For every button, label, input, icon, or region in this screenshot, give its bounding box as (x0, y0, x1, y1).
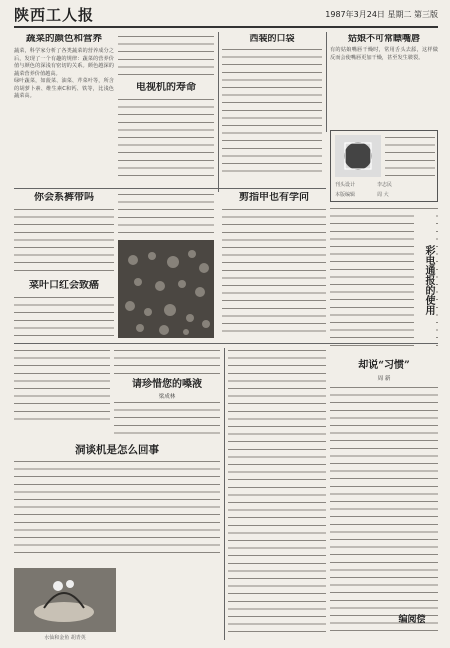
section-graphic-title: 编阅偿 (398, 615, 426, 625)
photo-image-icon (118, 240, 214, 338)
article-color-tv-headline: 彩电通报的使用 (414, 210, 436, 350)
column-divider (218, 32, 219, 192)
headline: 剪指甲也有学问 (239, 192, 309, 203)
article-lip-licking (330, 34, 438, 124)
article-body: 蔬菜，科学家分析了各类蔬菜的营养成分之后，发现了一个有趣的规律：蔬菜的营养价值与颜色的深浅有密切的关系。颜色越深的蔬菜营养价值越高。 (14, 47, 114, 77)
narcissus-goldfish-photo (14, 568, 116, 632)
article-body (114, 400, 220, 440)
article-habit (330, 348, 438, 638)
article-body (118, 97, 214, 177)
article-body (14, 459, 220, 559)
column-header-graphic-icon (335, 135, 381, 177)
headline: 你会系裤带吗 (34, 192, 94, 203)
photo-caption: 水仙和金鱼 胡青英 (44, 635, 86, 641)
article-body (118, 192, 214, 238)
column-header-box (330, 130, 438, 202)
article-body (222, 207, 326, 333)
masthead (14, 4, 438, 26)
layout-designer-label: 刊头设计 (335, 182, 356, 188)
center-photo (118, 240, 214, 338)
section-divider (14, 343, 438, 344)
headline: 请珍惜您的嗓液 (132, 379, 202, 390)
column-divider (224, 348, 225, 640)
article-belt (14, 192, 114, 278)
article-vegetable-color (14, 34, 114, 184)
layout-designer-name: 李志民 (377, 182, 393, 188)
headline: 姑娘不可常瞟嘴唇 (347, 34, 420, 44)
column-divider (326, 32, 327, 132)
photo-image-icon (14, 568, 116, 632)
article-detector (14, 444, 220, 564)
article-tv-lifespan (118, 82, 214, 184)
article-suit-pockets (222, 34, 322, 182)
headline: 菜叶口红会致癌 (29, 280, 99, 291)
byline: 周 新 (377, 375, 391, 382)
page-editor-label: 本版编辑 (335, 192, 356, 198)
headline: 电视机的寿命 (136, 82, 196, 93)
article-body (222, 47, 322, 177)
article-body (14, 295, 114, 337)
article-body (118, 34, 214, 80)
article-lower-left (14, 348, 110, 422)
section-divider (14, 188, 326, 189)
masthead-rule (14, 26, 438, 28)
article-body (330, 385, 438, 635)
article-continuation (118, 34, 214, 80)
article-body (114, 348, 220, 376)
page-editor-name: 周 大 (377, 192, 389, 198)
article-nail-trimming (222, 192, 326, 338)
byline: 梁成林 (158, 393, 176, 400)
issue-date-line: 1987年3月24日 星期二 第三版 (325, 10, 438, 19)
column-intro-text (385, 135, 435, 177)
headline: 洞谈机是怎么回事 (75, 444, 159, 456)
headline: 却说“习惯” (358, 360, 410, 371)
article-lipstick (14, 280, 114, 338)
article-saliva (114, 348, 220, 440)
article-body: 绿叶蔬菜，如菠菜、油菜、芹菜叶等，所含的胡萝卜素、维生素C和钙、铁等，比浅色蔬菜高。 (14, 78, 114, 100)
article-body: 有的姑娘嘴唇干燥时，常用舌头去舔，这样做反而会使嘴唇更加干燥，甚至发生皲裂。 (330, 47, 438, 61)
article-body (228, 348, 326, 638)
article-lower-middle (228, 348, 326, 638)
headline: 蔬菜的颜色和营养 (25, 34, 102, 44)
article-continuation-2 (118, 192, 214, 238)
headline: 西装的口袋 (249, 34, 295, 44)
newspaper-title: 陕西工人报 (14, 6, 95, 24)
article-body (14, 348, 110, 422)
article-body (14, 207, 114, 277)
